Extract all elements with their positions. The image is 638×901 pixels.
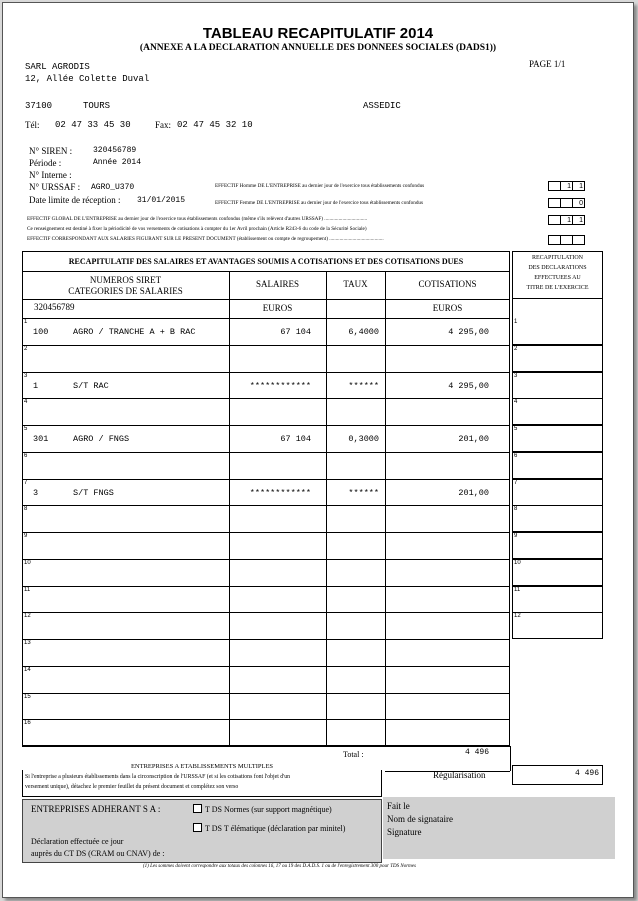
effectif-global-label: EFFECTIF GLOBAL DE L'ENTREPRISE au dernier jour de l'exercice tous établissements confondus (même s'ils relèvent d'autres URSSAF) ................................. <box>27 216 368 222</box>
recap-row-number: 9 <box>514 533 518 539</box>
row-cotisations: 201,00 <box>458 434 489 444</box>
recap-row <box>512 298 603 345</box>
recap-row <box>512 505 603 532</box>
multiples-line-2: versement unique), détachez le premier feuillet du présent document et complétez son verso <box>25 784 239 790</box>
document-title: TABLEAU RECAPITULATIF 2014 <box>202 25 434 42</box>
col-cotisations-header: COTISATIONS <box>418 279 477 289</box>
recap-row <box>512 532 603 559</box>
row-taux: 0,3000 <box>348 434 379 444</box>
recap-heading-2: DES DECLARATIONS <box>528 265 587 271</box>
table-row-divider <box>22 559 510 560</box>
table-row-divider <box>22 479 510 480</box>
effectif-correspondant-label: EFFECTIF CORRESPONDANT AUX SALARIES FIGURANT SUR LE PRESENT DOCUMENT (établissement ou compte de regroupement) .......................................... <box>27 236 384 242</box>
table-row-divider <box>22 666 510 667</box>
tds-normes-checkbox[interactable] <box>193 804 202 813</box>
recap-heading-4: TITRE DE L'EXERCICE <box>526 285 589 291</box>
adherants-label: ENTREPRISES ADHERANT S A : <box>31 804 161 814</box>
siren-value: 320456789 <box>93 146 137 155</box>
row-number: 2 <box>24 346 28 352</box>
urssaf-label: N° URSSAF : <box>29 182 81 192</box>
row-salaires: 67 104 <box>280 434 311 444</box>
row-number: 12 <box>24 613 31 619</box>
table-row-divider <box>22 318 510 319</box>
recap-table <box>22 251 510 746</box>
table-row-divider <box>22 452 510 453</box>
footnote: (1) Les sommes doivent correspondre aux totaux des colonnes 16, 17 ou 19 des D.A.D.S. 1 ou de l'enregistrement 300 pour TDS Normes <box>143 864 416 869</box>
declaration-label-1: Déclaration effectuée ce jour <box>31 837 124 846</box>
recap-row <box>512 345 603 372</box>
company-address: 12, Allée Colette Duval <box>25 74 150 84</box>
effectif-femmes-label: EFFECTIF Femme DE L'ENTREPRISE au dernier jour de l'exercice tous établissements confondus <box>215 200 424 206</box>
table-row-divider <box>22 639 510 640</box>
company-city: TOURS <box>83 101 111 111</box>
table-bottom-line <box>22 746 510 747</box>
table-row-divider <box>22 398 510 399</box>
recap-row-number: 1 <box>514 319 518 325</box>
table-row-divider <box>22 612 510 613</box>
row-category: S/T RAC <box>73 381 109 391</box>
row-number: 16 <box>24 720 31 726</box>
date-limite-value: 31/01/2015 <box>137 196 186 205</box>
declaration-label-2: auprès du CT DS (CRAM ou CNAV) de : <box>31 849 165 858</box>
multiples-heading: ENTREPRISES A ETABLISSEMENTS MULTIPLES <box>22 763 382 770</box>
row-number: 15 <box>24 694 31 700</box>
periode-label: Période : <box>29 158 62 168</box>
page-number: PAGE 1/1 <box>529 59 566 69</box>
row-cotisations: 4 295,00 <box>448 327 489 337</box>
col-salaires-header: SALAIRES <box>255 279 299 289</box>
table-row-divider <box>22 505 510 506</box>
company-name: SARL AGRODIS <box>25 62 90 72</box>
regularisation-label: Régularisation <box>433 770 486 780</box>
tel-label: Tél: <box>25 120 40 130</box>
tds-telematique-checkbox[interactable] <box>193 823 202 832</box>
recap-row <box>512 425 603 452</box>
row-taux: ****** <box>348 488 379 498</box>
table-row-divider <box>22 345 510 346</box>
tds-normes-label: T DS Normes (sur support magnétique) <box>205 805 332 814</box>
effectif-femmes-digit-3: 0 <box>572 198 585 208</box>
table-row-divider <box>22 532 510 533</box>
cotisations-unit: EUROS <box>432 303 463 313</box>
recap-row-number: 12 <box>514 613 521 619</box>
row-category: S/T FNGS <box>73 488 114 498</box>
recap-row-number: 6 <box>514 453 518 459</box>
recap-row <box>512 398 603 425</box>
row-category: AGRO / TRANCHE A + B RAC <box>73 327 196 337</box>
row-code: 301 <box>33 434 49 444</box>
effectif-hommes-label: EFFECTIF Homme DE L'ENTREPRISE au dernier jour de l'exercice tous établissements confondus <box>215 183 425 189</box>
recap-row <box>512 452 603 479</box>
company-postcode: 37100 <box>25 101 53 111</box>
recap-row <box>512 612 603 639</box>
row-number: 13 <box>24 640 31 646</box>
table-row-divider <box>22 586 510 587</box>
row-number: 10 <box>24 560 31 566</box>
col-numeros-header: NUMEROS SIRET <box>89 275 162 285</box>
table-row-divider <box>22 719 510 720</box>
recap-row-number: 11 <box>514 587 521 593</box>
regularisation-value: 4 496 <box>574 769 599 778</box>
signature-label: Signature <box>387 827 422 837</box>
recap-row-number: 2 <box>514 346 518 352</box>
recap-row <box>512 586 603 613</box>
recap-row <box>512 479 603 506</box>
recap-row-number: 8 <box>514 506 518 512</box>
interne-label: N° Interne : <box>29 170 72 180</box>
tel-value: 02 47 33 45 30 <box>55 120 131 130</box>
recap-row <box>512 559 603 586</box>
effectif-global-digit-2: 1 <box>560 215 573 225</box>
effectif-renseignement-note: Ce renseignement est destiné à fixer la périodicité de vos versements de cotisations à compter du 1er Avril prochain (Article R243-6 du code de la Sécurité Sociale) <box>27 226 367 232</box>
recap-table-heading: RECAPITULATIF DES SALAIRES ET AVANTAGES SOUMIS A COTISATIONS ET DES COTISATIONS DUES <box>68 257 464 266</box>
multiples-box <box>22 766 382 797</box>
recap-heading-1: RECAPITULATION <box>532 255 583 261</box>
tds-telematique-label: T DS T élématique (déclaration par minitel) <box>205 824 346 833</box>
recap-row <box>512 372 603 399</box>
table-row-divider <box>22 372 510 373</box>
effectif-global-digit-3: 1 <box>572 215 585 225</box>
row-number: 5 <box>24 426 28 432</box>
recap-heading-3: EFFECTUEES AU <box>534 275 581 281</box>
document-page <box>2 2 634 898</box>
date-limite-label: Date limite de réception : <box>29 195 121 205</box>
siren-label: N° SIREN : <box>29 146 73 156</box>
total-label: Total : <box>343 750 364 759</box>
document-subtitle: (ANNEXE A LA DECLARATION ANNUELLE DES DONNEES SOCIALES (DADS1)) <box>139 43 497 53</box>
row-taux: ****** <box>348 381 379 391</box>
col-taux-header: TAUX <box>343 279 368 289</box>
row-salaires: ************ <box>249 381 311 391</box>
nom-signataire-label: Nom de signataire <box>387 814 453 824</box>
recap-row-number: 7 <box>514 480 518 486</box>
row-number: 8 <box>24 506 28 512</box>
effectif-hommes-digit-3: 1 <box>572 181 585 191</box>
row-cotisations: 4 295,00 <box>448 381 489 391</box>
assedic-label: ASSEDIC <box>363 101 401 111</box>
fax-label: Fax: <box>155 120 172 130</box>
effectif-hommes-digit-2: 1 <box>560 181 573 191</box>
col-categories-header: CATEGORIES DE SALARIES <box>68 286 183 296</box>
row-number: 9 <box>24 533 28 539</box>
recap-row-number: 4 <box>514 399 518 405</box>
recap-row-number: 3 <box>514 373 518 379</box>
row-number: 14 <box>24 667 31 673</box>
row-number: 3 <box>24 373 28 379</box>
fax-value: 02 47 45 32 10 <box>177 120 253 130</box>
row-salaires: ************ <box>249 488 311 498</box>
row-code: 100 <box>33 327 49 337</box>
total-value: 4 496 <box>464 748 489 757</box>
periode-value: Année 2014 <box>93 158 142 167</box>
row-salaires: 67 104 <box>280 327 311 337</box>
multiples-line-1: Si l'entreprise a plusieurs établissements dans la circonscription de l'URSSAF (et si les cotisations font l'objet d'un <box>25 774 290 780</box>
fait-le-label: Fait le <box>387 801 410 811</box>
row-number: 6 <box>24 453 28 459</box>
row-code: 1 <box>33 381 39 391</box>
salaires-unit: EUROS <box>262 303 293 313</box>
siret-value: 320456789 <box>34 302 75 312</box>
row-number: 4 <box>24 399 28 405</box>
row-taux: 6,4000 <box>348 327 379 337</box>
row-code: 3 <box>33 488 39 498</box>
table-row-divider <box>22 693 510 694</box>
row-number: 11 <box>24 587 31 593</box>
effectif-correspondant-digit-3 <box>572 235 585 245</box>
table-row-divider <box>22 425 510 426</box>
recap-row-number: 10 <box>514 560 521 566</box>
row-cotisations: 201,00 <box>458 488 489 498</box>
row-category: AGRO / FNGS <box>73 434 130 444</box>
row-number: 7 <box>24 480 28 486</box>
recap-row-number: 5 <box>514 426 518 432</box>
row-number: 1 <box>24 319 28 325</box>
urssaf-value: AGRO_U370 <box>91 183 135 192</box>
